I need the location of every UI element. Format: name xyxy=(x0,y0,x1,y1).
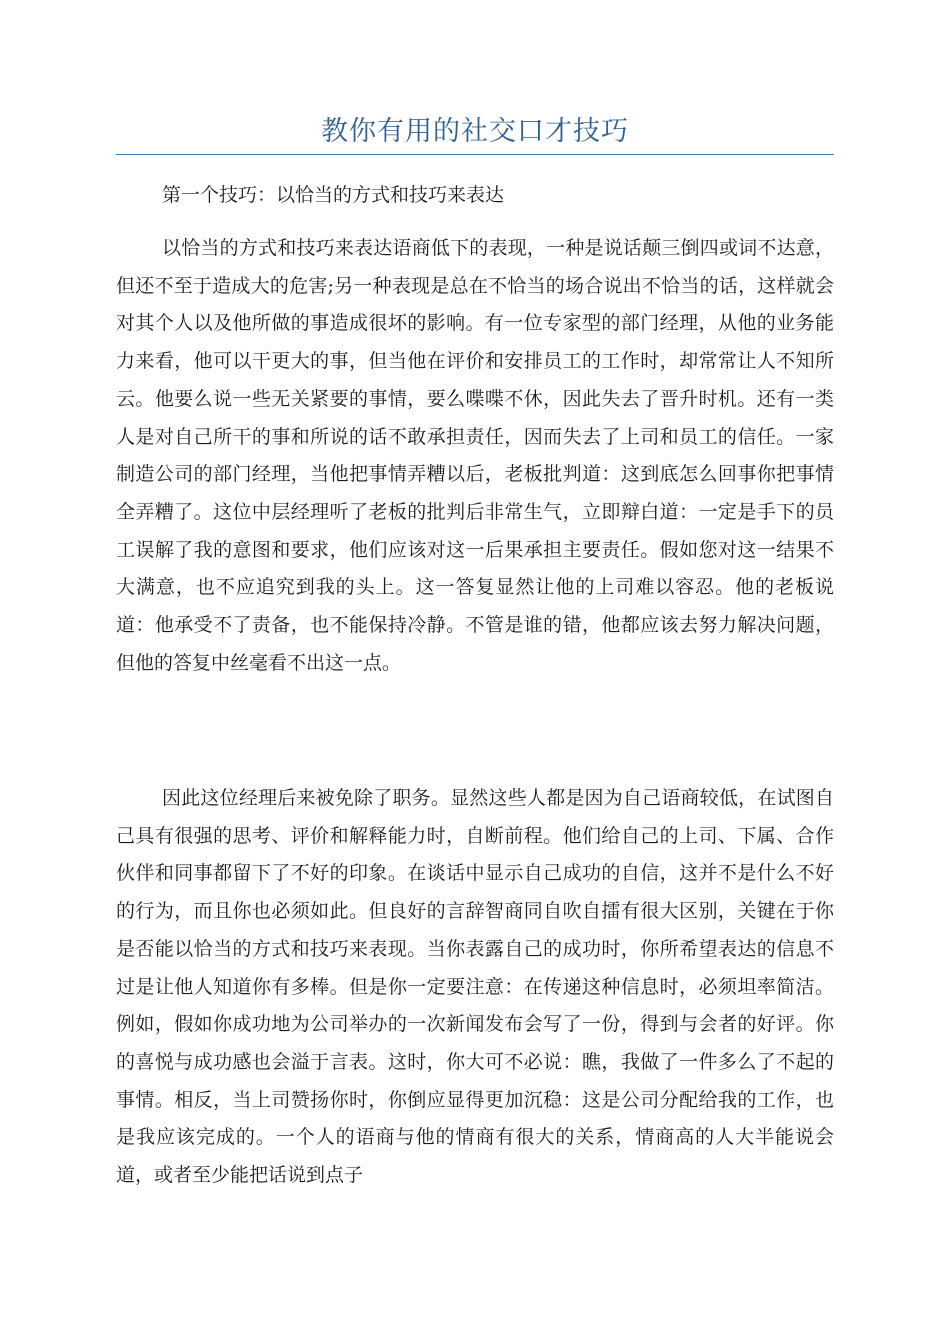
body-paragraph: 因此这位经理后来被免除了职务。显然这些人都是因为自己语商较低，在试图自己具有很强的思考、评价和解释能力时，自断前程。他们给自己的上司、下属、合作伙伴和同事都留下了不好的印象。在谈话中显示自己成功的自信，这并不是什么不好的行为，而且你也必须如此。但良好的言辞智商同自吹自擂有很大区别，关键在于你是否能以恰当的方式和技巧来表现。当你表露自己的成功时，你所希望表达的信息不过是让他人知道你有多棒。但是你一定要注意：在传递这种信息时，必须坦率简洁。例如，假如你成功地为公司举办的一次新闻发布会写了一份，得到与会者的好评。你的喜悦与成功感也会溢于言表。这时，你大可不必说：瞧，我做了一件多么了不起的事情。相反，当上司赞扬你时，你倒应显得更加沉稳：这是公司分配给我的工作，也是我应该完成的。一个人的语商与他的情商有很大的关系，情商高的人大半能说会道，或者至少能把话说到点子 xyxy=(116,787,834,1187)
body-paragraph: 以恰当的方式和技巧来表达语商低下的表现，一种是说话颠三倒四或词不达意，但还不至于造成大的危害;另一种表现是总在不恰当的场合说出不恰当的话，这样就会对其个人以及他所做的事造成很坏的影响。有一位专家型的部门经理，从他的业务能力来看，他可以干更大的事，但当他在评价和安排员工的工作时，却常常让人不知所云。他要么说一些无关紧要的事情，要么喋喋不休，因此失去了晋升时机。还有一类人是对自己所干的事和所说的话不敢承担责任，因而失去了上司和员工的信任。一家制造公司的部门经理，当他把事情弄糟以后，老板批判道：这到底怎么回事你把事情全弄糟了。这位中层经理听了老板的批判后非常生气，立即辩白道：一定是手下的员工误解了我的意图和要求，他们应该对这一后果承担主要责任。假如您对这一结果不大满意，也不应追究到我的头上。这一答复显然让他的上司难以容忍。他的老板说道：他承受不了责备，也不能保持冷静。不管是谁的错，他都应该去努力解决问题，但他的答复中丝毫看不出这一点。 xyxy=(116,237,834,674)
title-underline xyxy=(116,154,834,155)
section-heading: 第一个技巧：以恰当的方式和技巧来表达 xyxy=(162,184,505,206)
document-title: 教你有用的社交口才技巧 xyxy=(321,116,629,147)
